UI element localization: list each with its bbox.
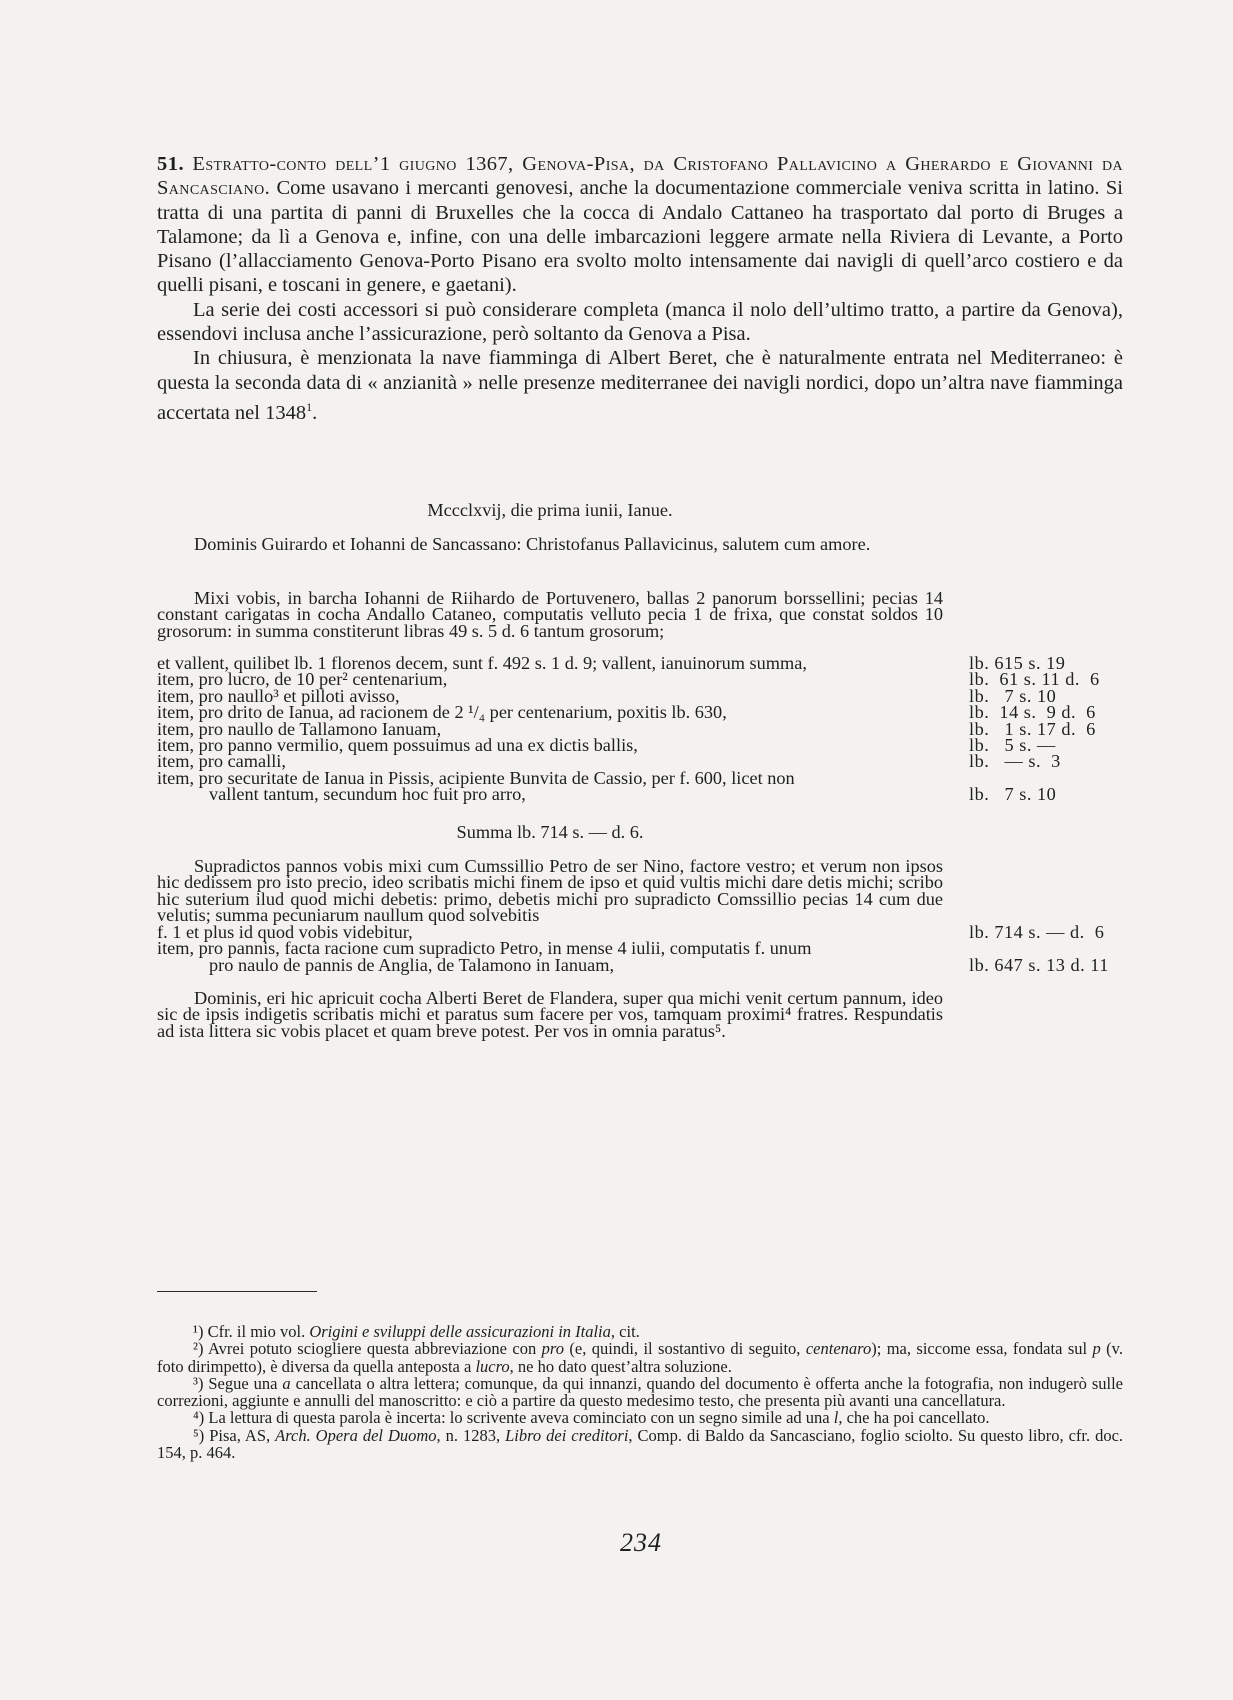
dateline: Mccclxvij, die prima iunii, Ianue.	[427, 500, 673, 520]
ledger-entry-text: item, pro pannis, facta racione cum supradicto Petro, in mense 4 iulii, computatis f. unum	[157, 938, 812, 959]
ledger-entry-amount: lb. 7 s. 10	[969, 784, 1057, 805]
fn5-b: , n. 1283,	[436, 1425, 506, 1445]
fn3-i: a	[282, 1373, 291, 1393]
salutation	[157, 536, 943, 552]
fn5-a: ⁵) Pisa, AS,	[193, 1425, 276, 1445]
introduction	[157, 152, 1123, 425]
ledger-entry-text: item, pro camalli,	[157, 751, 286, 772]
summa-line: Summa lb. 714 s. — d. 6.	[456, 822, 644, 842]
ledger-entry-text: item, pro panno vermilio, quem possuimus ad una ex dictis ballis,	[157, 735, 638, 756]
ledger-1	[157, 655, 1123, 803]
fn3-a: ³) Segue una	[193, 1373, 283, 1393]
page-number: 234	[620, 1528, 662, 1557]
intro-text-1: Come usavano i mercanti genovesi, anche la documentazione commerciale veniva scritta in latino. Si tratta di una partita di panni di Bruxelles che la cocca di Andalo Cattaneo ha trasportato dal porto di Bruges a Talamone; da lì a Genova e, infine, con una delle imbarcazioni leggere armate nella Riviera di Levante, a Porto Pisano (l’allacciamento Genova-Porto Pisano era svolto molto intensamente dai navigli di quell’arco costiero e da quelli pisani, e toscani in genere, e gaetani).	[157, 177, 1124, 297]
footnote-1	[157, 1323, 1123, 1340]
intro-paragraph-2: La serie dei costi accessori si può considerare completa (manca il nolo dell’ultimo tratto, a partire da Genova), essendovi inclusa anche l’assicurazione, però soltanto da Genova a Pisa.	[157, 298, 1123, 346]
intro-text-3: In chiusura, è menzionata la nave fiamminga di Albert Beret, che è naturalmente entrata nel Mediterraneo: è questa la seconda data di « anzianità » nelle presenze mediterranee dei navigli nordici, dopo un’altra nave fiamminga accertata nel 1348	[157, 347, 1123, 424]
fn4-i: l	[833, 1408, 839, 1428]
intro-paragraph-1	[157, 152, 1123, 298]
ledger-row	[157, 784, 1123, 805]
ledger-entry-text: item, pro naullo³ et pilloti avisso,	[157, 685, 400, 706]
ledger-entry-text: f. 1 et plus id quod vobis videbitur,	[157, 922, 413, 942]
fn1-a: ¹) Cfr. il mio vol.	[193, 1322, 310, 1341]
fn5-i2: Libro dei creditori	[505, 1425, 629, 1445]
footnote-4	[157, 1409, 1123, 1426]
ledger-entry-amount: lb. 7 s. 10	[969, 685, 1057, 706]
ledger-entry-amount: lb. 714 s. — d. 6	[969, 922, 1105, 942]
intro-text-3-end: .	[312, 401, 318, 424]
ledger-entry-text: item, pro securitate de Ianua in Pissis, acipiente Bunvita de Cassio, per f. 600, licet non	[157, 767, 795, 788]
fn2-i1: pro	[541, 1339, 564, 1359]
fn4-a: ⁴) La lettura di questa parola è incerta: lo scrivente aveva cominciato con un segno simile ad una	[193, 1408, 834, 1428]
fn3-b: cancellata o altra lettera; comunque, da qui innanzi, quando del documento è offerta anche la fotografia, non indugerò sulle correzioni, aggiunte e annulli del manoscritto: e ciò a partire da questo medesimo testo, che presenta più avanti una cancellatura.	[157, 1373, 1123, 1411]
footnote-3	[157, 1375, 1123, 1410]
ledger-entry-amount: lb. 615 s. 19	[969, 653, 1066, 673]
fn2-i4: lucro	[475, 1356, 510, 1376]
ledger-entry-amount: lb. 14 s. 9 d. 6	[969, 702, 1096, 723]
ledger-entry-text: item, pro lucro, de 10 per² centenarium,	[157, 669, 448, 690]
ledger-entry-text: item, pro drito de Ianua, ad racionem de 2 ¹/₄ per centenarium, poxitis lb. 630,	[157, 702, 727, 723]
ledger-entry-amount: lb. 61 s. 11 d. 6	[969, 669, 1100, 690]
fn2-i2: centenaro	[805, 1339, 872, 1359]
salutation-text: Dominis Guirardo et Iohanni de Sancassano: Christofanus Pallavicinus, salutem cum amore.	[194, 534, 871, 554]
letter-body-3: Dominis, eri hic apricuit cocha Alberti Beret de Flandera, super qua michi venit certum pannum, ideo sic de ipsis indigetis scribatis michi et paratus sum facere per vos, tamquam proximi⁴ fratres. Respundatis ad ista littera sic vobis placet et quam breve potest. Per vos in omnia paratus⁵.	[157, 988, 943, 1041]
ledger-entry-amount: lb. 5 s. —	[969, 735, 1056, 756]
ledger-2	[157, 924, 1123, 973]
ledger-entry-text: item, pro naullo de Tallamono Ianuam,	[157, 718, 442, 739]
ledger-entry-text: vallent tantum, secundum hoc fuit pro arro,	[209, 784, 526, 805]
intro-paragraph-3	[157, 346, 1123, 425]
ledger-entry-text: pro naulo de pannis de Anglia, de Talamono in Ianuam,	[209, 954, 615, 975]
ledger-entry-amount: lb. — s. 3	[969, 751, 1061, 772]
fn2-b: (e, quindi, il sostantivo di seguito,	[563, 1339, 806, 1359]
footnote-ref: 1	[306, 399, 313, 414]
fn2-i3: p	[1092, 1339, 1101, 1359]
footnote-5	[157, 1427, 1123, 1462]
fn5-c: , Comp. di Baldo da Sancasciano, foglio sciolto. Su questo libro, cfr. doc. 154, p. 464.	[157, 1425, 1124, 1463]
ledger-entry-amount: lb. 1 s. 17 d. 6	[969, 718, 1096, 739]
fn2-c: ); ma, siccome essa, fondata sul	[871, 1339, 1093, 1359]
fn1-i: Origini e sviluppi delle assicurazioni in Italia	[309, 1322, 611, 1341]
fn1-b: , cit.	[610, 1322, 640, 1341]
footnotes	[157, 1323, 1123, 1461]
document-title: Estratto-conto dell’1 giugno 1367, Genova-Pisa, da Cristofano Pallavicino a Gherardo e Giovanni da Sancasciano.	[157, 153, 1123, 200]
ledger-entry-amount: lb. 647 s. 13 d. 11	[969, 954, 1109, 975]
ledger-entry-text: et vallent, quilibet lb. 1 florenos decem, sunt f. 492 s. 1 d. 9; vallent, ianuinorum summa,	[157, 653, 807, 673]
letter-body-1: Mixi vobis, in barcha Iohanni de Riihardo de Portuvenero, ballas 2 panorum borssellini; pecias 14 constant carigatas in cocha Andallo Cataneo, computatis velluto pecia 1 de frixa, que constat soldos 10 grosorum: in summa constiterunt libras 49 s. 5 d. 6 tantum grosorum;	[157, 588, 943, 641]
footnote-2	[157, 1340, 1123, 1375]
fn2-d: (v. foto dirimpetto), è diversa da quella anteposta a	[157, 1339, 1123, 1376]
document-number: 51.	[157, 153, 185, 175]
footnote-rule	[157, 1291, 317, 1292]
letter-body-2: Supradictos pannos vobis mixi cum Cumssillio Petro de ser Nino, factore vestro; et verum non ipsos hic dedissem pro isto precio, ideo scribatis michi finem de ipso et quid vultis michi dare detis michi; scribo hic suterium ilud quod michi debetis: primo, debetis michi pro supradicto Comssillio pecias 14 cum due velutis; summa pecuniarum naullum quod solvebitis	[157, 856, 943, 926]
fn5-i1: Arch. Opera del Duomo	[275, 1425, 437, 1445]
fn2-e: , ne ho dato quest’altra soluzione.	[509, 1356, 732, 1376]
ledger-row	[157, 954, 1123, 975]
fn4-b: , che ha poi cancellato.	[838, 1408, 990, 1428]
fn2-a: ²) Avrei potuto sciogliere questa abbreviazione con	[193, 1339, 542, 1359]
